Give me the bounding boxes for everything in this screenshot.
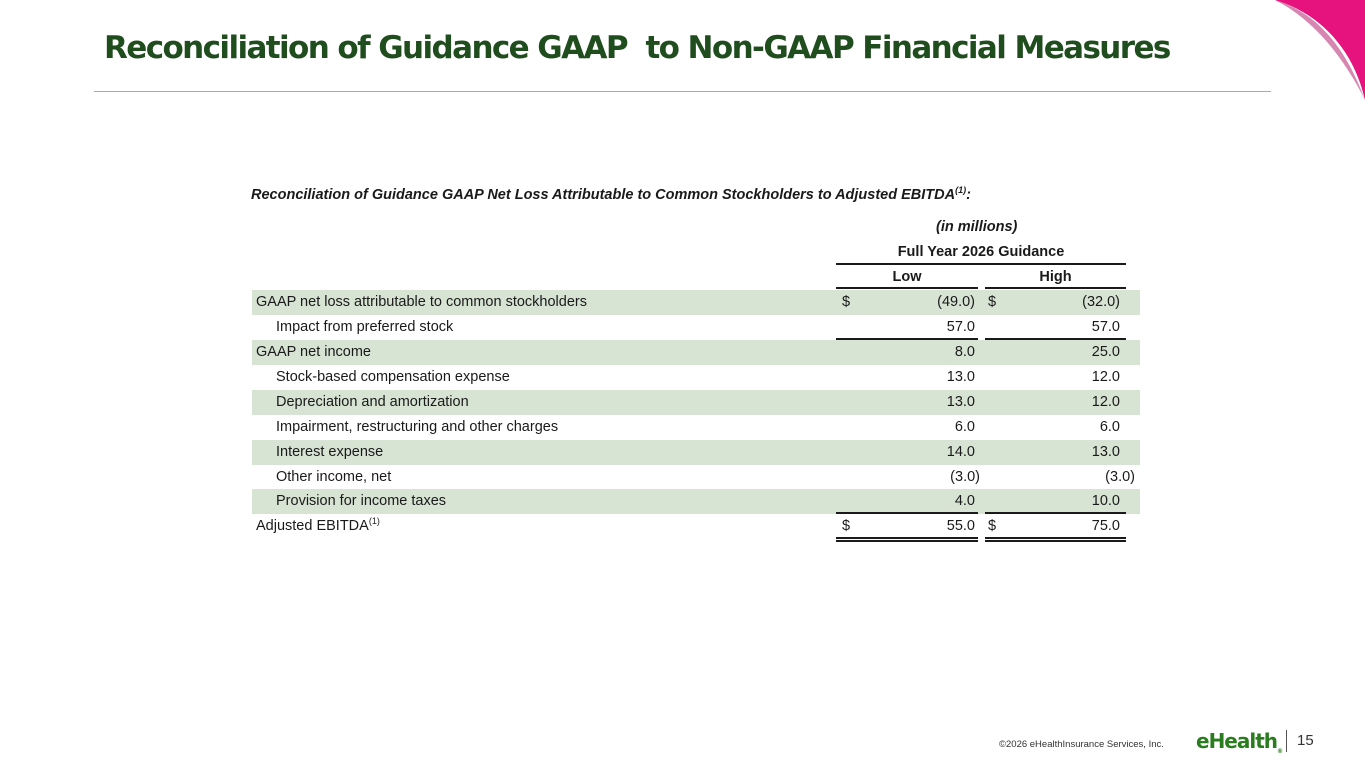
- total-double-rule-low-2: [836, 540, 978, 542]
- column-rule-low: [836, 287, 978, 289]
- table-row: [252, 290, 1140, 315]
- value-low: (49.0): [937, 294, 975, 310]
- row-label: Provision for income taxes: [276, 493, 447, 509]
- currency-symbol-high: $: [988, 518, 997, 534]
- total-double-rule-high-2: [985, 540, 1126, 542]
- column-header-high: High: [1039, 269, 1072, 285]
- value-high: (3.0): [1105, 469, 1135, 485]
- row-label: Other income, net: [276, 469, 392, 485]
- table-row: [252, 415, 1140, 440]
- value-low: (3.0): [950, 469, 980, 485]
- value-low: 13.0: [946, 369, 975, 385]
- value-high: (32.0): [1082, 294, 1120, 310]
- table-heading: [251, 187, 971, 203]
- column-rule-high: [985, 287, 1126, 289]
- row-label: Depreciation and amortization: [276, 394, 469, 410]
- period-header-rule: [836, 263, 1126, 265]
- corner-decoration: [1275, 0, 1365, 100]
- table-row: [252, 315, 1140, 340]
- table-heading-footnote: (1): [955, 185, 967, 196]
- value-low: 4.0: [954, 493, 975, 509]
- value-high: 13.0: [1091, 444, 1120, 460]
- table-row: [252, 489, 1140, 514]
- row-label: GAAP net loss attributable to common stockholders: [256, 294, 587, 310]
- value-low: 8.0: [954, 344, 975, 360]
- row-label-text: Adjusted EBITDA: [256, 518, 369, 534]
- table-heading-text: Reconciliation of Guidance GAAP Net Loss Attributable to Common Stockholders to Adjusted EBITDA: [251, 187, 956, 203]
- table-row: [252, 440, 1140, 465]
- value-low: 6.0: [954, 419, 975, 435]
- total-double-rule-high-1: [985, 537, 1126, 539]
- value-low: 13.0: [946, 394, 975, 410]
- table-row: [252, 390, 1140, 415]
- row-label: Impairment, restructuring and other charges: [276, 419, 559, 435]
- table-row: [252, 365, 1140, 390]
- logo-text: eHealth: [1196, 729, 1278, 753]
- row-label: [256, 518, 380, 534]
- column-header-low: Low: [892, 269, 922, 285]
- currency-symbol-low: $: [842, 294, 851, 310]
- currency-symbol-high: $: [988, 294, 997, 310]
- value-high: 25.0: [1091, 344, 1120, 360]
- total-double-rule-low-1: [836, 537, 978, 539]
- value-low: 14.0: [946, 444, 975, 460]
- copyright-text: ©2026 eHealthInsurance Services, Inc.: [999, 739, 1164, 750]
- title-divider: [94, 91, 1271, 92]
- table-row: [252, 465, 1140, 490]
- row-label-footnote: (1): [368, 516, 380, 527]
- page-number: 15: [1297, 732, 1314, 749]
- logo-registered-mark: ®: [1277, 748, 1284, 755]
- row-label: Stock-based compensation expense: [276, 369, 510, 385]
- value-high: 57.0: [1091, 319, 1120, 335]
- period-header: Full Year 2026 Guidance: [897, 244, 1065, 260]
- value-low: 57.0: [946, 319, 975, 335]
- footer-divider: [1286, 730, 1287, 752]
- value-low: 55.0: [946, 518, 975, 534]
- currency-symbol-low: $: [842, 518, 851, 534]
- table-row-total: [252, 514, 1140, 539]
- row-label: GAAP net income: [256, 344, 371, 360]
- value-high: 6.0: [1099, 419, 1120, 435]
- value-high: 75.0: [1091, 518, 1120, 534]
- row-label: Impact from preferred stock: [276, 319, 454, 335]
- row-label: Interest expense: [276, 444, 384, 460]
- units-label: (in millions): [936, 219, 1018, 235]
- value-high: 12.0: [1091, 369, 1120, 385]
- page-title: Reconciliation of Guidance GAAP to Non-GAAP Financial Measures: [104, 30, 1170, 66]
- table-row: [252, 340, 1140, 365]
- ehealth-logo: [1196, 729, 1283, 755]
- value-high: 12.0: [1091, 394, 1120, 410]
- table-heading-suffix: :: [966, 187, 971, 203]
- value-high: 10.0: [1091, 493, 1120, 509]
